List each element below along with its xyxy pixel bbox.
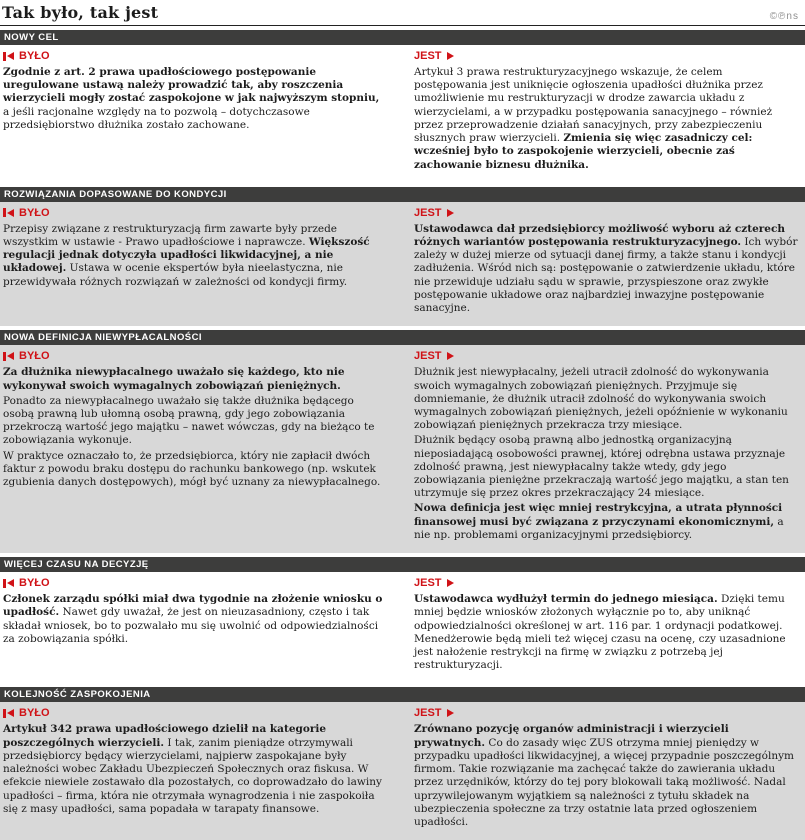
text-segment: Nawet gdy uważał, że jest on nieuzasadniony, często i tak składał wniosek, bo to pozwalało mu się uwolnić od odpowiedzialności za zobowiązania spółki. (3, 606, 379, 645)
text-segment: Ponadto za niewypłacalnego uważało się także dłużnika będącego osobą prawną lub ułomną osobą prawną, gdy jego zobowiązania przekroczą wartość jego majątku – nawet wówczas, gdy na bieżąco te zobowiązania wykonuje. (3, 394, 375, 447)
column-bylo (3, 205, 388, 318)
section-title: NOWA DEFINICJA NIEWYPŁACALNOŚCI (4, 332, 202, 344)
text-segment: Ustawodawca wydłużył termin do jednego miesiąca. (414, 593, 718, 606)
column-jest (414, 348, 799, 544)
bylo-label-text: BYŁO (19, 577, 50, 590)
paragraph (414, 502, 799, 542)
column-bylo (3, 705, 388, 831)
paragraph (414, 66, 799, 172)
paragraph (414, 723, 799, 829)
column-bylo (3, 348, 388, 544)
section-header (0, 330, 805, 345)
section-header (0, 687, 805, 702)
text-segment: I tak, zanim pieniądze otrzymywali przedsiębiorcy będący wierzycielami, najpierw zaspokajane były należności wobec Zakładu Ubezpieczeń Społecznych oraz fiskusa. W efekcie niewiele zostawało dla pozostałych, co doprowadzało do lawiny upadłości – firma, która nie otrzymała wynagrodzenia i nie zaspokoiła się z masy upadłości, sama popadała w tarapaty finansowe. (3, 736, 382, 815)
text-segment: W praktyce oznaczało to, że przedsiębiorca, który nie zapłacił dwóch faktur z powodu braku dostępu do rachunku bankowego (np. wskutek zgubienia danych dostępowych), mógł być uznany za niewypłacalnego. (3, 449, 381, 489)
section-body (0, 702, 805, 840)
jest-label-text: JEST (414, 206, 442, 219)
section-title: KOLEJNOŚĆ ZASPOKOJENIA (4, 689, 151, 701)
paragraph (3, 723, 388, 816)
section-body (0, 45, 805, 183)
column-jest (414, 705, 799, 831)
jest-label (414, 207, 799, 219)
page-title: Tak było, tak jest (2, 3, 159, 22)
play-forward-icon (447, 709, 454, 717)
paragraph (414, 366, 799, 432)
text-segment: Zrównano pozycję organów administracji i wierzycieli prywatnych. (414, 723, 729, 749)
bylo-label-text: BYŁO (19, 707, 50, 720)
section-wiecej-czasu (0, 557, 805, 683)
section-body (0, 572, 805, 683)
paragraph (3, 593, 388, 646)
skip-back-icon (3, 709, 14, 718)
column-jest (414, 48, 799, 174)
text-segment: Ustawa w ocenie ekspertów była nieelastyczna, nie przewidywała różnych rozwiązań w zależności od kondycji firmy. (3, 262, 348, 288)
section-kolejnosc-zaspokojenia (0, 687, 805, 840)
bylo-label-text: BYŁO (19, 206, 50, 219)
text-segment: Członek zarządu spółki miał dwa tygodnie na złożenie wniosku o upadłość. (3, 593, 383, 619)
paragraph (3, 223, 388, 289)
play-forward-icon (447, 209, 454, 217)
section-title: NOWY CEL (4, 32, 59, 43)
paragraph (414, 593, 799, 672)
bylo-label (3, 577, 388, 589)
section-nowa-definicja (0, 330, 805, 553)
jest-label-text: JEST (414, 577, 442, 590)
paragraph (3, 395, 388, 448)
jest-label-text: JEST (414, 350, 442, 363)
section-nowy-cel (0, 30, 805, 183)
play-forward-icon (447, 352, 454, 360)
bylo-label (3, 350, 388, 362)
text-segment: Ich wybór zależy w dużej mierze od sytuacji danej firmy, a także stanu i kondycji zadłużenia. Wśród nich są: postępowanie o zatwierdzenie układu, które nie przewiduje udziału sądu w sprawie, przyspieszone oraz zwykłe postępowanie układowe oraz najbardziej inwazyjne postępowanie sanacyjne. (414, 235, 798, 315)
text-segment: a nie np. problemami organizacyjnymi przedsiębiorcy. (414, 515, 784, 541)
paragraph (414, 223, 799, 316)
skip-back-icon (3, 52, 14, 61)
rights-marks: ©℗ns (769, 11, 799, 22)
section-header (0, 187, 805, 202)
text-segment: Dzięki temu mniej będzie wniosków złożonych wyłącznie po to, aby uniknąć odpowiedzialności określonej w art. 116 par. 1 ordynacji podatkowej. Menedżerowie będą mieli też więcej czasu na ocenę, czy uzasadnione jest nałożenie restrykcji na firmę w związku z potrzebą jej restrukturyzacji. (414, 593, 786, 672)
section-body (0, 202, 805, 327)
column-jest (414, 205, 799, 318)
text-segment: Artykuł 342 prawa upadłościowego dzielił na kategorie poszczególnych wierzycieli. (3, 723, 327, 749)
section-body (0, 345, 805, 553)
bylo-label (3, 707, 388, 719)
section-title: WIĘCEJ CZASU NA DECYZJĘ (4, 559, 149, 571)
text-segment: Zmienia się więc zasadniczy cel: wcześniej było to zaspokojenie wierzycieli, obecnie zaś zachowanie biznesu dłużnika. (414, 132, 753, 171)
bylo-label (3, 50, 388, 62)
column-bylo (3, 48, 388, 174)
section-header (0, 30, 805, 45)
text-segment: a jeśli racjonalne względy na to pozwolą – dotychczasowe przedsiębiorstwo dłużnika zostało zachowane. (3, 105, 310, 131)
masthead (0, 0, 805, 26)
paragraph (3, 66, 388, 132)
section-header (0, 557, 805, 572)
jest-label (414, 350, 799, 362)
bylo-label-text: BYŁO (19, 50, 50, 62)
column-jest (414, 575, 799, 674)
text-segment: Artykuł 3 prawa restrukturyzacyjnego wskazuje, że celem postępowania jest uniknięcie ogłoszenia upadłości dłużnika przez umożliwienie mu restrukturyzacji w drodze zawarcia układu z wierzycielami, a w przypadku postępowania sanacyjnego – również przez przeprowadzenie działań sanacyjnych, przy zabezpieczeniu słusznych praw wierzycieli. (414, 66, 773, 145)
jest-label (414, 50, 799, 62)
jest-label-text: JEST (414, 707, 442, 720)
jest-label-text: JEST (414, 50, 442, 62)
play-forward-icon (447, 52, 454, 60)
jest-label (414, 707, 799, 719)
section-rozwiazania-dopasowane (0, 187, 805, 327)
paragraph (3, 450, 388, 490)
section-title: ROZWIĄZANIA DOPASOWANE DO KONDYCJI (4, 188, 227, 200)
paragraph (3, 366, 388, 392)
text-segment: Większość regulacji jednak dotyczyła upadłości likwidacyjnej, a nie układowej. (3, 235, 370, 275)
text-segment: Nowa definicja jest więc mniej restrykcyjna, a utrata płynności finansowej musi być związana z przyczynami ekonomicznymi, (414, 502, 783, 528)
text-segment: Co do zasady więc ZUS otrzyma mniej pieniędzy w przypadku upadłości likwidacyjnej, a więcej przypadnie poszczególnym firmom. Takie rozwiązanie ma zachęcać także do zawierania układu przez urzędników, którzy do tej pory blokowali taką możliwość. Nadal uprzywilejowanym wyjątkiem są należności z tytułu składek na ubezpieczenia społeczne za trzy ostatnie lata przed ogłoszeniem upadłości. (414, 736, 794, 828)
text-segment: Zgodnie z art. 2 prawa upadłościowego postępowanie uregulowane ustawą należy prowadzić tak, aby roszczenia wierzycieli mogły zostać zaspokojone w jak najwyższym stopniu, (3, 66, 380, 105)
skip-back-icon (3, 208, 14, 217)
text-segment: Za dłużnika niewypłacalnego uważało się każdego, kto nie wykonywał swoich wymagalnych zobowiązań pieniężnych. (3, 366, 345, 392)
text-segment: Dłużnik będący osobą prawną albo jednostką organizacyjną nieposiadającą osobowości prawnej, której odrębna ustawa przyznaje zdolność prawną, jest niewypłacalny także wtedy, gdy jego zobowiązania pieniężne przekraczają wartość jego majątku, a stan ten utrzymuje się przez okres przekraczający 24 miesiące. (414, 434, 789, 500)
bylo-label-text: BYŁO (19, 350, 50, 363)
text-segment: Przepisy związane z restrukturyzacją firm zawarte były przede wszystkim w ustawie - Prawo upadłościowe i naprawcze. (3, 222, 338, 248)
column-bylo (3, 575, 388, 674)
text-segment: Ustawodawca dał przedsiębiorcy możliwość wyboru aż czterech różnych wariantów postępowania restrukturyzacyjnego. (414, 222, 786, 248)
skip-back-icon (3, 352, 14, 361)
bylo-label (3, 207, 388, 219)
paragraph (414, 434, 799, 500)
play-forward-icon (447, 579, 454, 587)
text-segment: Dłużnik jest niewypłacalny, jeżeli utracił zdolność do wykonywania swoich wymagalnych zobowiązań pieniężnych. Przyjmuje się domniemanie, że dłużnik utracił zdolność do wykonywania swoich wymagalnych zobowiązań pieniężnych, jeżeli opóźnienie w wykonaniu zobowiązań pieniężnych przekracza trzy miesiące. (414, 366, 788, 432)
jest-label (414, 577, 799, 589)
skip-back-icon (3, 579, 14, 588)
